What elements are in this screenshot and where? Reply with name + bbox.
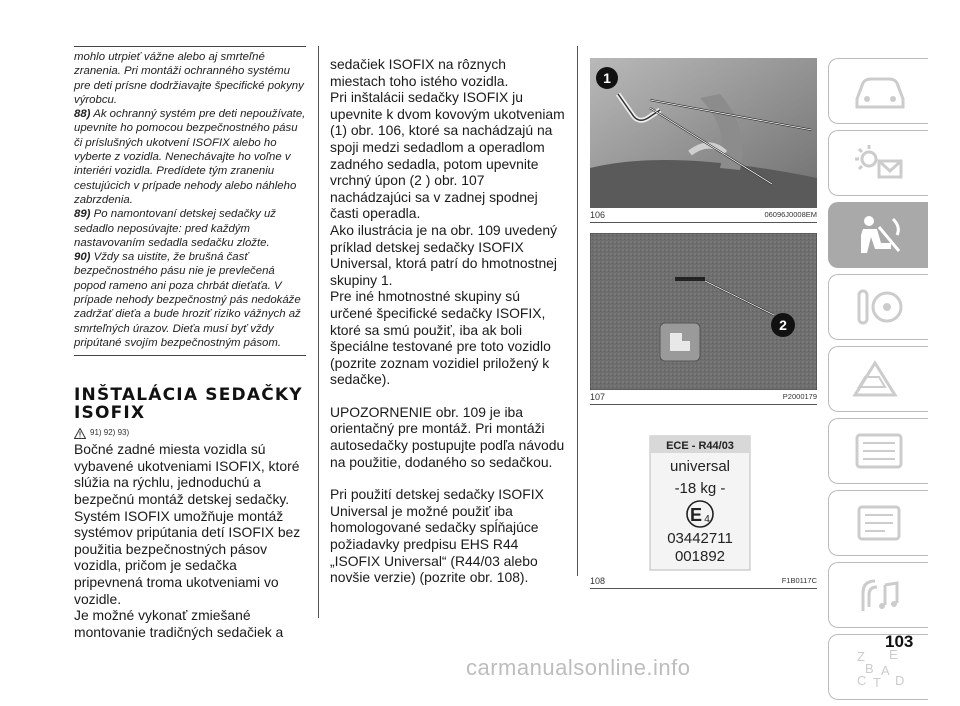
svg-text:E: E (888, 647, 898, 662)
figure-caption (590, 390, 817, 405)
multimedia-icon (849, 573, 909, 617)
figure-number: 108 (590, 576, 606, 586)
figure-107-image (590, 233, 817, 390)
warning-intro: mohlo utrpieť vážne alebo aj smrteľné zranenia. Pri montáži ochranného systému pre deti prísne dodržiavajte špecifické pokyny výrobcu. (74, 51, 304, 106)
svg-text:2: 2 (779, 317, 787, 333)
middle-column: sedačiek ISOFIX na rôznych miestach toho istého vozidla. Pri inštalácii sedačky ISOFIX ju upevnite k dvom kovovým ukotveniam (1) obr. 106, ktoré sa nachádzajú na spoji medzi sedadlom a operadlom zadného sedadla, potom upevnite vrchný úpon (2 ) obr. 107 nachádzajúci sa v zadnej spodnej časti operadla. Ako ilustrácia je na obr. 109 uvedený príklad detskej sedačky ISOFIX Universal, ktorá patrí do hmotnostnej skupiny 1. Pre iné hmotnostné skupiny sú určené špecifické sedačky ISOFIX, ktoré sa smú použiť, iba ak boli špeciálne testované pre toto vozidlo (pozrite zoznam vozidiel priložený k sedačke). UPOZORNENIE obr. 109 je iba orientačný pre montáž. Pri montáži autosedačky postupujte podľa návodu na použitie, dodaného so sedačkou. Pri použití detskej sedačky ISOFIX Universal je možné použiť iba homologované sedačky spĺňajúce požiadavky predpisu EHS R44 „ISOFIX Universal“ (R44/03 alebo novšie verzie) (pozrite obr. 108). (330, 56, 565, 586)
tab-maintenance[interactable] (828, 418, 928, 484)
svg-text:4: 4 (704, 514, 710, 525)
car-breakdown-icon (849, 357, 909, 401)
warning-item: 90) Vždy sa uistite, že brušná časť bezpečnostného pásu nie je prevlečená popod rameno ani poza chrbát dieťaťa. V prípade nehody bezpečnostný pás nedokáže zadržať dieťa a bude hroziť riziko vážnych až smrteľných úrazov. Dieťa musí byť vždy pripútané svojím bezpečnostným pásom. (74, 251, 301, 349)
svg-text:Z: Z (856, 649, 865, 664)
warning-item: 88) Ak ochranný systém pre deti nepoužívate, upevnite ho pomocou bezpečnostného pásu či príslušných ukotvení ISOFIX alebo ho vyberte z vozidla. Nenechávajte ho voľne v interiéri vozidla. Predídete tým zraneniu cestujúcich v prípade nehody alebo náhleho zabrzdenia. (74, 108, 306, 206)
tab-emergency[interactable] (828, 346, 928, 412)
sun-warning-icon (849, 141, 909, 185)
seat-safety-icon (849, 213, 909, 257)
label-line2: universal (669, 458, 731, 475)
svg-text:E: E (689, 505, 703, 525)
svg-text:B: B (864, 661, 874, 676)
svg-text:1: 1 (603, 70, 611, 86)
warning-item: 89) Po namontovaní detskej sedačky už sedadlo neposúvajte: pred každým nastavovaním sedadla sedačku zložte. (74, 208, 276, 249)
warning-triangle-icon (74, 428, 86, 439)
page-number: 103 (885, 632, 914, 651)
figure-108-image (590, 422, 817, 574)
figure-code: P2000179 (782, 392, 817, 401)
left-column (74, 46, 306, 640)
svg-text:A: A (880, 663, 890, 678)
tab-warnings[interactable] (828, 130, 928, 196)
svg-text:D: D (894, 673, 904, 688)
body-text: Bočné zadné miesta vozidla sú vybavené ukotveniami ISOFIX, ktoré slúžia na rýchlu, jednoduchú a bezpečnú montáž detskej sedačky. Systém ISOFIX umožňuje montáž systémov pripútania detí ISOFIX bez použitia bezpečnostných pásov vozidla, pričom je sedačka pripevnená troma ukotveniami vo vozidle. Je možné vykonať zmiešané montovanie tradičných sedačiek a (74, 441, 301, 640)
isofix-anchor-photo (590, 58, 817, 208)
column-divider (318, 46, 319, 618)
tab-multimedia[interactable] (828, 562, 928, 628)
label-line3: -18 kg - (674, 480, 726, 497)
ece-label (590, 422, 817, 574)
tab-specs[interactable] (828, 490, 928, 556)
figure-107 (590, 233, 817, 405)
warning-box (74, 46, 306, 356)
figure-code: F1B0117C (781, 576, 817, 585)
tab-dashboard[interactable] (828, 58, 928, 124)
svg-text:C: C (856, 673, 866, 688)
figure-number: 107 (590, 392, 606, 402)
figure-caption (590, 574, 817, 589)
warning-refs: 91) 92) 93) (74, 426, 306, 440)
label-line1: ECE - R44/03 (666, 440, 734, 452)
tab-safety[interactable] (828, 202, 928, 268)
label-line5: 001892 (674, 548, 726, 565)
tab-starting[interactable] (828, 274, 928, 340)
figure-108 (590, 422, 817, 589)
key-steering-icon (849, 285, 909, 329)
section-heading: INŠTALÁCIA SEDAČKY ISOFIX (74, 385, 303, 424)
watermark: carmanualsonline.info (466, 655, 691, 680)
specs-gauge-icon (849, 501, 909, 545)
figure-number: 106 (590, 210, 606, 220)
figure-106 (590, 58, 817, 223)
top-tether-photo (590, 233, 817, 390)
figure-caption (590, 208, 817, 223)
column-divider (577, 46, 578, 576)
figure-code: 06096J0008EM (764, 210, 817, 219)
svg-text:T: T (872, 675, 881, 689)
figure-106-image (590, 58, 817, 208)
car-dashboard-icon (849, 69, 909, 113)
chapter-sidebar (828, 58, 928, 706)
label-line4: 03442711 (667, 530, 733, 547)
maintenance-icon (849, 429, 909, 473)
